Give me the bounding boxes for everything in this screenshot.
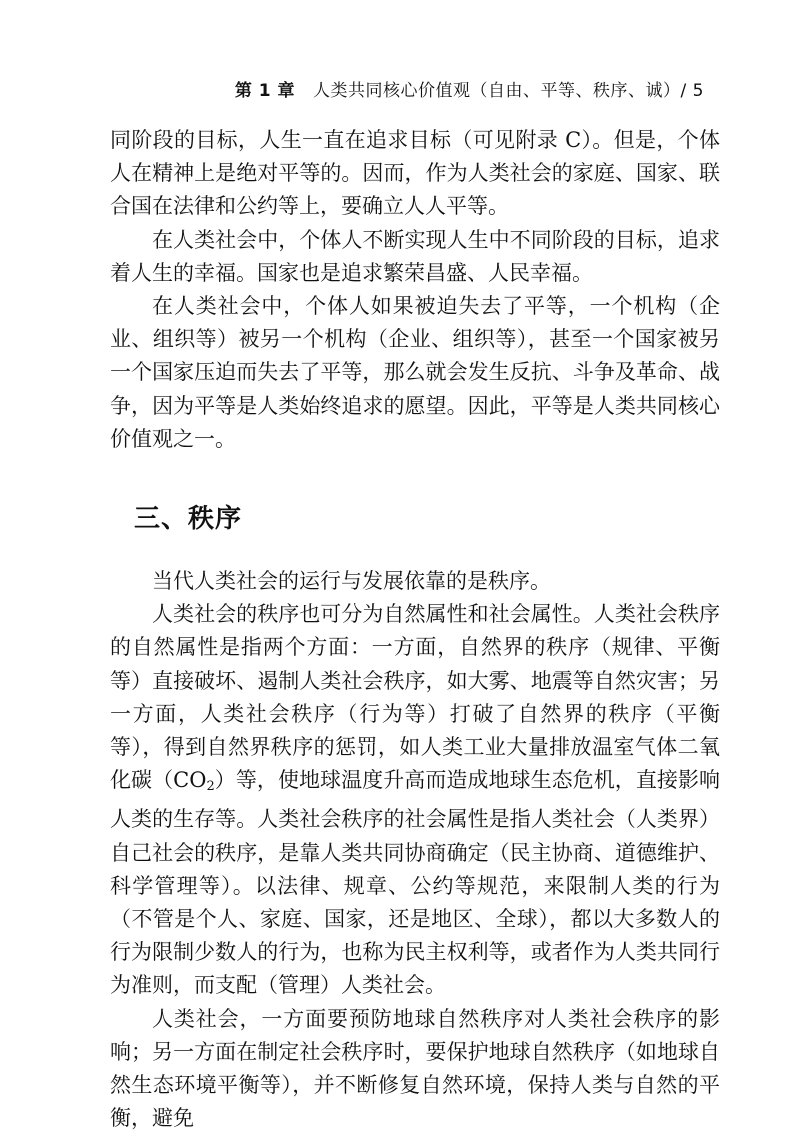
- paragraph-happiness: 在人类社会中，个体人不断实现人生中不同阶段的目标，追求着人生的幸福。国家也是追求繁荣昌盛、人民幸福。: [110, 227, 720, 285]
- paragraph-order-attributes: [110, 598, 720, 1002]
- paragraph-continued: 同阶段的目标，人生一直在追求目标（可见附录 C）。但是，个体人在精神上是绝对平等的。因而，作为人类社会的家庭、国家、联合国在法律和公约等上，要确立人人平等。: [110, 128, 720, 219]
- paragraph-text-part: 人类社会的秩序也可分为自然属性和社会属性。人类社会秩序的自然属性是指两个方面：一方面，自然界的秩序（规律、平衡等）直接破坏、遏制人类社会秩序，如大雾、地震等自然灾害；另一方面，人类社会秩序（行为等）打破了自然界的秩序（平衡等），得到自然界秩序的惩罚，如人类工业大量排放温室气体二氧化碳（CO: [110, 602, 720, 793]
- chapter-title: 人类共同核心价值观（自由、平等、秩序、诚）/ 5: [313, 81, 704, 101]
- paragraph-order-nature: 人类社会，一方面要预防地球自然秩序对人类社会秩序的影响；另一方面在制定社会秩序时，要保护地球自然秩序（如地球自然生态环境平衡等），并不断修复自然环境，保持人类与自然的平衡，避免: [110, 1006, 720, 1131]
- chapter-number: 第 1 章: [234, 81, 296, 101]
- paragraph-equality: 在人类社会中，个体人如果被迫失去了平等，一个机构（企业、组织等）被另一个机构（企业、组织等），甚至一个国家被另一个国家压迫而失去了平等，那么就会发生反抗、斗争及革命、战争，因为平等是人类始终追求的愿望。因此，平等是人类共同核心价值观之一。: [110, 294, 720, 451]
- section-heading: 三、秩序: [134, 504, 243, 535]
- running-header: [235, 76, 704, 101]
- page-body: [110, 124, 720, 1135]
- paragraph-text-part: ）等，使地球温度升高而造成地球生态危机，直接影响人类的生存等。人类社会秩序的社会属性是指人类社会（人类界）自己社会的秩序，是靠人类共同协商确定（民主协商、道德维护、科学管理等）。以法律、规章、公约等规范，来限制人类的行为（不管是个人、家庭、国家，还是地区、全球），都以大多数人的行为限制少数人的行为，也称为民主权利等，或者作为人类共同行为准则，而支配（管理）人类社会。: [110, 768, 720, 998]
- paragraph-order-intro: 当代人类社会的运行与发展依靠的是秩序。: [152, 569, 551, 594]
- co2-subscript: 2: [206, 779, 215, 795]
